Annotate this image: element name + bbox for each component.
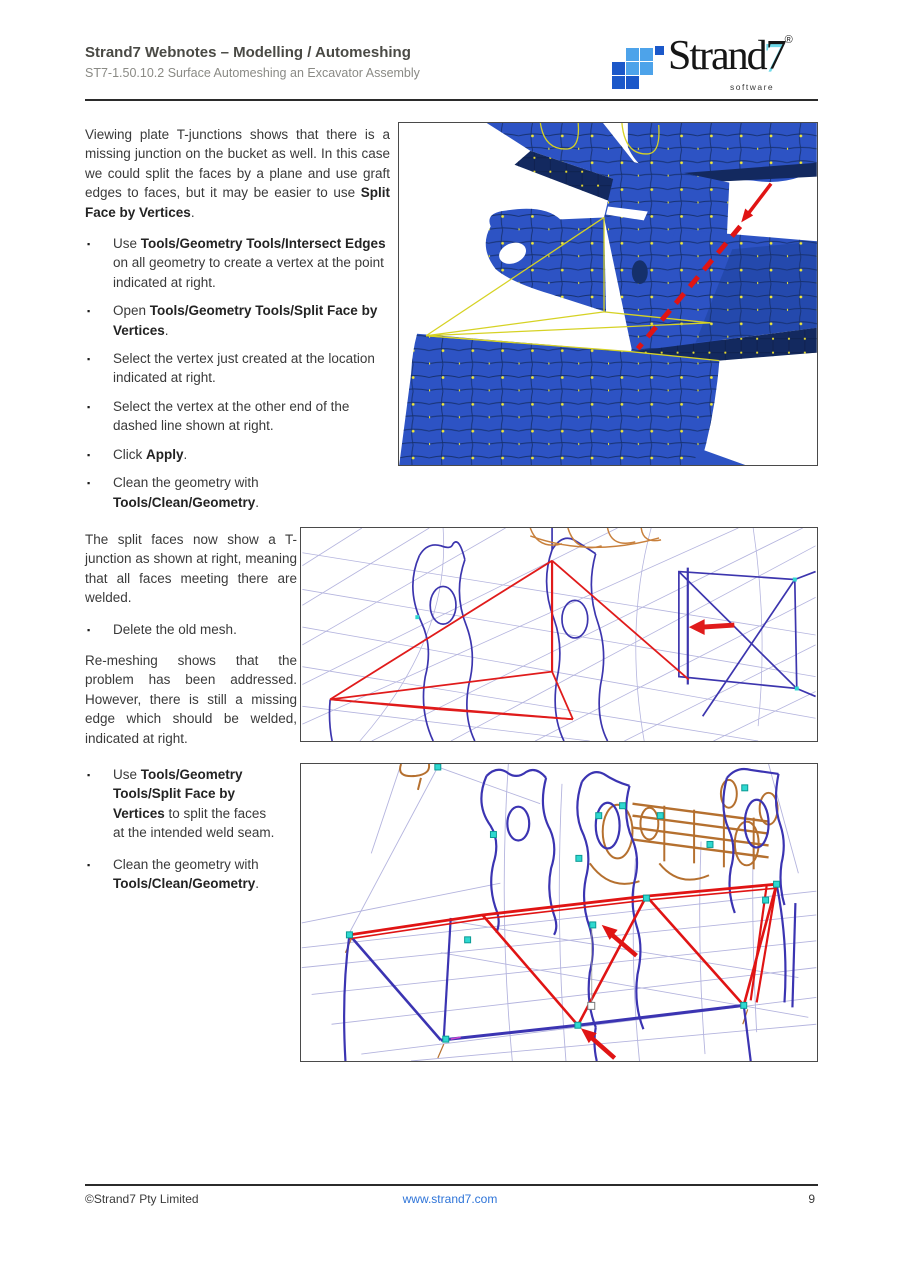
footer-copyright: ©Strand7 Pty Limited bbox=[85, 1192, 199, 1206]
footer-website bbox=[0, 1192, 900, 1206]
wireframe-view bbox=[301, 528, 817, 741]
section2-text bbox=[85, 530, 297, 760]
footer-rule bbox=[85, 1184, 818, 1186]
bullet-marker-icon: ▪ bbox=[87, 306, 91, 317]
figure-mesh-missing-junction bbox=[398, 122, 818, 466]
bullet-item: ▪ Clean the geometry with Tools/Clean/Geometry. bbox=[87, 475, 260, 510]
header-rule bbox=[85, 99, 818, 101]
bullet-marker-icon: ▪ bbox=[87, 478, 91, 489]
beam-wireframe-orange bbox=[345, 764, 777, 1058]
bullet-marker-icon: ▪ bbox=[87, 449, 91, 460]
bullet-item: ▪ Delete the old mesh. bbox=[85, 620, 297, 639]
section3-text bbox=[85, 765, 277, 902]
bullet-item: ▪ Click Apply. bbox=[85, 445, 390, 464]
logo-wordmark: Strand7® bbox=[668, 33, 793, 79]
split-face-edges-red bbox=[330, 561, 689, 720]
bullet-item: ▪ Select the vertex just created at the location indicated at right. bbox=[87, 351, 375, 386]
wireframe-view bbox=[301, 764, 817, 1061]
split-face-edges-red bbox=[349, 884, 776, 1025]
strand7-logo-icon bbox=[612, 46, 668, 92]
strand7-logo bbox=[612, 33, 822, 98]
website-link[interactable]: www.strand7.com bbox=[402, 1192, 498, 1206]
bullet-marker-icon: ▪ bbox=[87, 770, 91, 780]
figure-wireframe-tjunction bbox=[300, 527, 818, 742]
bullet-item: ▪ Open Tools/Geometry Tools/Split Face by Vertices. bbox=[87, 303, 378, 338]
section1-text bbox=[85, 125, 390, 521]
figure-wireframe-split-faces bbox=[300, 763, 818, 1062]
bullet-item: ▪ Select the vertex at the other end of the dashed line shown at right. bbox=[87, 398, 350, 434]
mesh-model-view bbox=[399, 123, 817, 465]
page-subtitle: ST7-1.50.10.2 Surface Automeshing an Excavator Assembly bbox=[85, 66, 420, 80]
face-edges-lavender bbox=[302, 764, 817, 1061]
footer-page-number: 9 bbox=[808, 1192, 815, 1206]
contact-curves-orange bbox=[530, 528, 661, 548]
bullet-item: ▪ Use Tools/Geometry Tools/Intersect Edges on all geometry to create a vertex at the point indicated at right. bbox=[87, 236, 386, 290]
bullet-item: ▪ Clean the geometry with Tools/Clean/Geometry. bbox=[87, 856, 260, 892]
paragraph: The split faces now show a T-junction as shown at right, meaning that all faces meeting there are welded. bbox=[85, 532, 297, 606]
mesh-solid-faces bbox=[399, 123, 817, 465]
bullet-item: ▪ Use Tools/Geometry Tools/Split Face by Vertices to split the faces at the intended weld seam. bbox=[87, 767, 275, 841]
logo-tagline: software bbox=[730, 82, 775, 92]
red-arrow-annotation bbox=[689, 619, 735, 635]
bullet-marker-icon: ▪ bbox=[87, 239, 91, 250]
page-title: Strand7 Webnotes – Modelling / Automeshing bbox=[85, 44, 411, 61]
bullet-marker-icon: ▪ bbox=[87, 859, 91, 870]
paragraph: Viewing plate T-junctions shows that there is a missing junction on the bucket as well. In this case we could split the faces by a plane and use graft edges to faces, but it may be easier to use Split Face by Vertices. bbox=[85, 127, 390, 220]
red-arrow-annotation bbox=[741, 184, 771, 223]
logo-registered-mark: ® bbox=[784, 34, 793, 46]
paragraph: Re-meshing shows that the problem has been addressed. However, there is still a missing edge which should be welded, indicated at right. bbox=[85, 653, 297, 746]
bullet-marker-icon: ▪ bbox=[87, 624, 91, 635]
bullet-marker-icon: ▪ bbox=[87, 401, 91, 412]
bullet-marker-icon: ▪ bbox=[87, 354, 91, 365]
